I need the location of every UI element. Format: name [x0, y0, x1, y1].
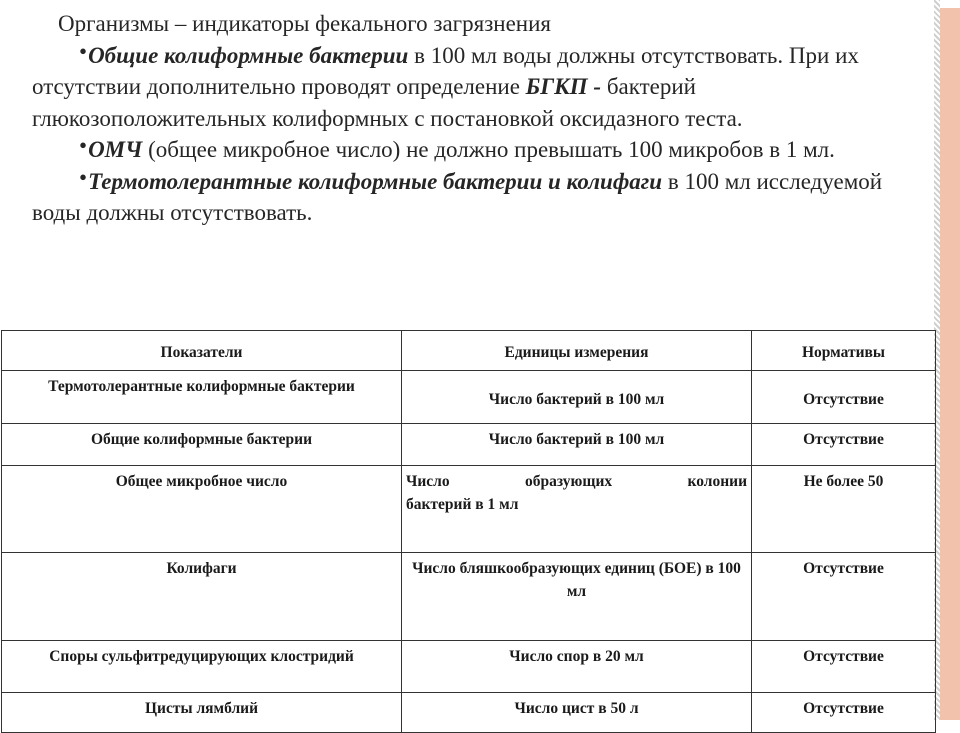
cell-indicator: Термотолерантные колиформные бактерии	[2, 371, 402, 424]
cell-indicator: Общее микробное число	[2, 466, 402, 553]
paragraph-omch-text: (общее микробное число) не должно превышать 100 микробов в 1 мл.	[142, 137, 835, 162]
paragraph-thermotolerant	[32, 166, 927, 229]
slide-text	[32, 8, 927, 229]
cell-norm: Отсутствие	[752, 371, 936, 424]
cell-norm: Отсутствие	[752, 693, 936, 733]
paragraph-coliform-text: в 100 мл воды должны отсутствовать. При их отсутствии дополнительно проводят определение	[32, 42, 859, 99]
cell-unit: Число бактерий в 100 мл	[402, 371, 752, 424]
cell-indicator: Споры сульфитредуцирующих клостридий	[2, 641, 402, 693]
cell-indicator: Цисты лямблий	[2, 693, 402, 733]
term-thermotolerant: Термотолерантные колиформные бактерии и колифаги	[88, 168, 663, 194]
cell-unit: Число цист в 50 л	[402, 693, 752, 733]
header-unit: Единицы измерения	[402, 331, 752, 371]
cell-unit: Число бляшкообразующих единиц (БОЕ) в 100 мл	[402, 553, 752, 641]
paragraph-coliform-text-2: бактерий глюкозоположительных колиформных с постановкой оксидазного теста.	[32, 74, 743, 131]
bullet-glyph: •	[79, 133, 88, 158]
cell-unit	[402, 466, 752, 553]
cell-unit: Число спор в 20 мл	[402, 641, 752, 693]
cell-unit-line-2: бактерий в 1 мл	[406, 496, 519, 513]
bullet-glyph: •	[79, 38, 88, 64]
cell-indicator: Общие колиформные бактерии	[2, 424, 402, 466]
cell-unit: Число бактерий в 100 мл	[402, 424, 752, 466]
table-header-row	[2, 331, 936, 371]
cell-unit-line-1: Число образующих колонии	[406, 473, 747, 490]
term-coliform: Общие колиформные бактерии	[88, 42, 409, 68]
decorative-side-strip	[940, 0, 960, 720]
term-omch: ОМЧ	[88, 137, 143, 162]
paragraph-thermotolerant-text: в 100 мл исследуемой воды должны отсутствовать.	[32, 168, 883, 225]
paragraph-coliform	[32, 40, 927, 135]
header-indicator: Показатели	[2, 331, 402, 371]
table-row	[2, 424, 936, 466]
decorative-strip-gap	[940, 0, 960, 8]
table-row	[2, 553, 936, 641]
term-bgkp: БГКП -	[525, 74, 602, 99]
cell-norm: Отсутствие	[752, 424, 936, 466]
norms-table	[1, 330, 936, 733]
paragraph-omch	[32, 134, 927, 166]
cell-norm: Не более 50	[752, 466, 936, 553]
table-row	[2, 641, 936, 693]
slide-heading: Организмы – индикаторы фекального загрязнения	[58, 11, 551, 36]
table-row	[2, 371, 936, 424]
header-norm: Нормативы	[752, 331, 936, 371]
cell-norm: Отсутствие	[752, 641, 936, 693]
cell-indicator: Колифаги	[2, 553, 402, 641]
cell-norm: Отсутствие	[752, 553, 936, 641]
bullet-glyph: •	[79, 164, 88, 190]
table-row	[2, 693, 936, 733]
table-row	[2, 466, 936, 553]
